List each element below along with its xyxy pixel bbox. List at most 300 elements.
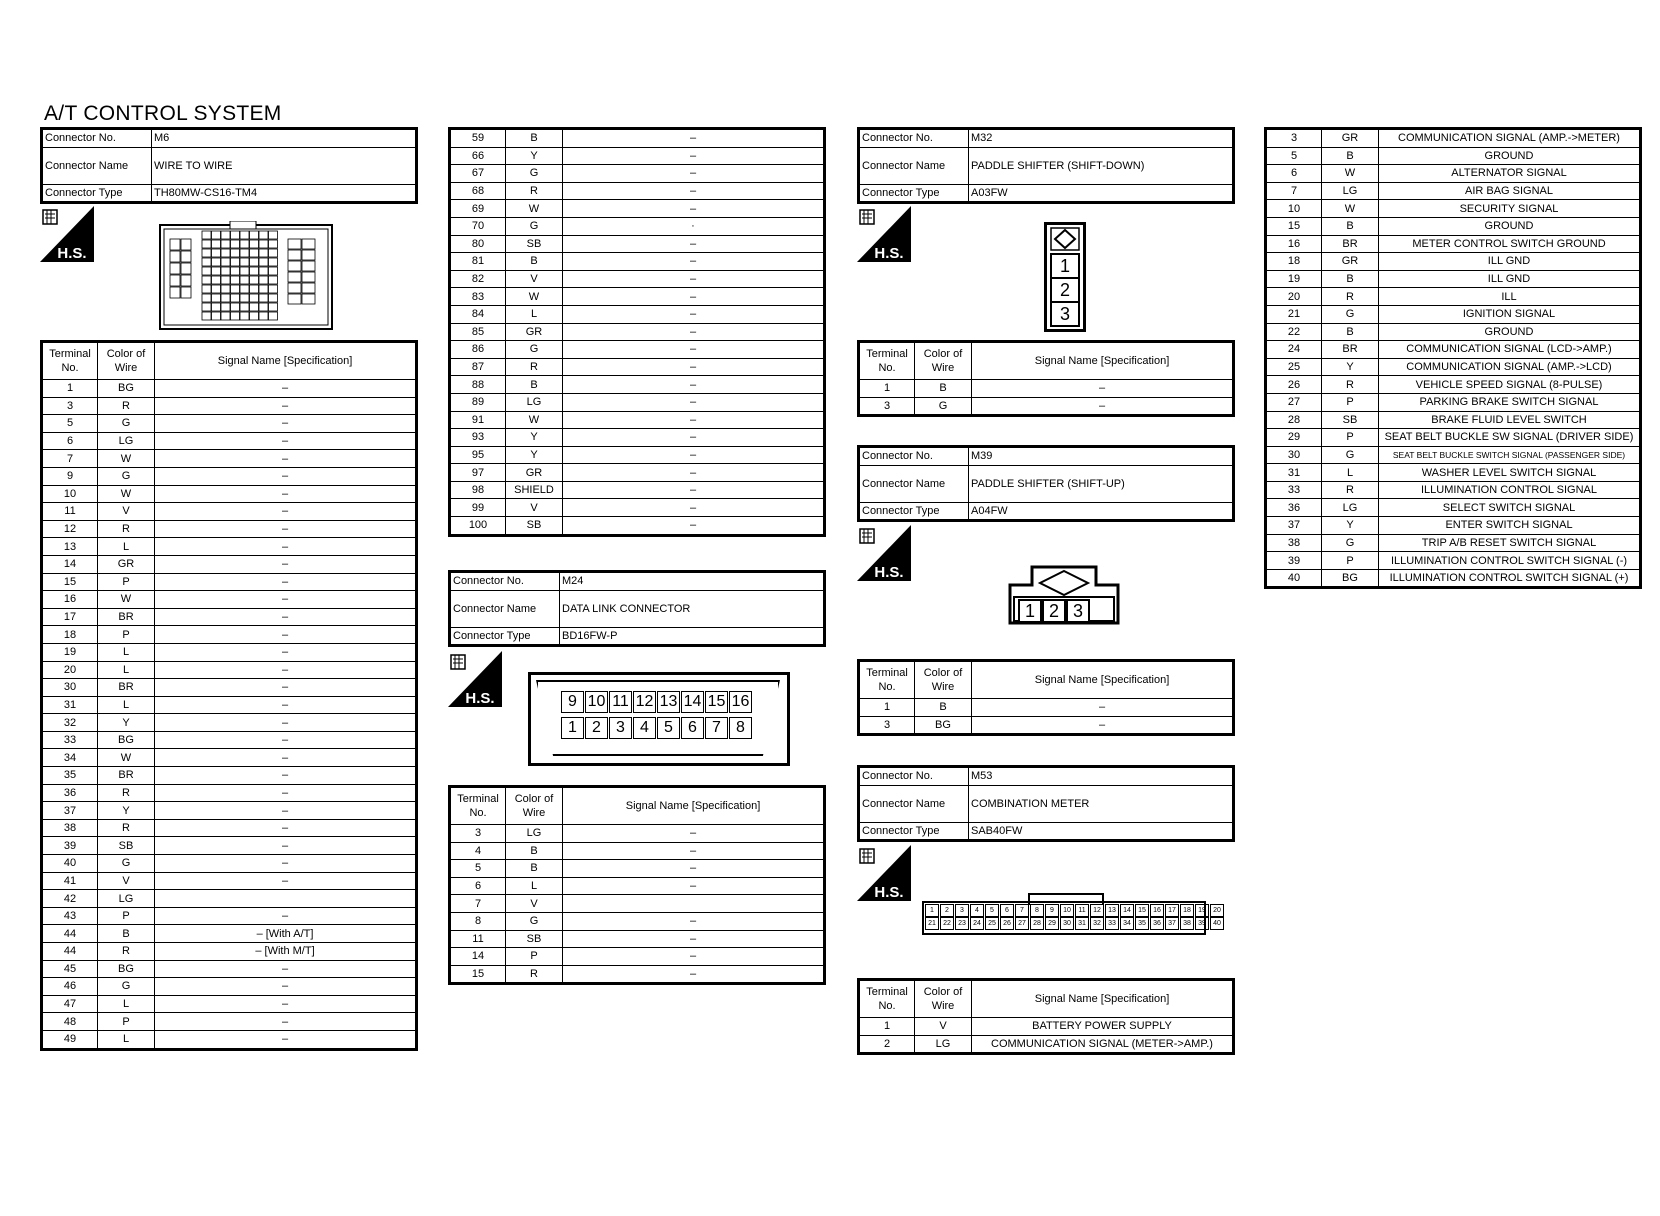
m24-terminal-table bbox=[448, 785, 826, 985]
terminal-no-header: Terminal No. bbox=[859, 661, 915, 699]
signal-name-cell: BRAKE FLUID LEVEL SWITCH bbox=[1379, 411, 1641, 429]
connector-pin-cell bbox=[202, 294, 211, 302]
wire-color-cell: R bbox=[98, 784, 155, 802]
table-row bbox=[450, 895, 825, 913]
signal-name-cell bbox=[155, 890, 417, 908]
table-row bbox=[1266, 358, 1641, 376]
signal-name-cell: ILLUMINATION CONTROL SWITCH SIGNAL (-) bbox=[1379, 552, 1641, 570]
table-row bbox=[42, 943, 417, 961]
table-row bbox=[42, 960, 417, 978]
terminal-no-cell: 15 bbox=[42, 573, 98, 591]
signal-name-cell: SEAT BELT BUCKLE SWITCH SIGNAL (PASSENGER SIDE) bbox=[1379, 446, 1641, 464]
table-row bbox=[859, 1035, 1234, 1054]
m39-connector-type: A04FW bbox=[969, 502, 1234, 521]
signal-name-cell: – bbox=[155, 714, 417, 732]
terminal-no-cell: 8 bbox=[450, 912, 506, 930]
connector-type-label: Connector Type bbox=[859, 502, 969, 521]
terminal-no-cell: 85 bbox=[450, 323, 506, 341]
wire-color-cell: G bbox=[1322, 534, 1379, 552]
terminal-no-cell: 66 bbox=[450, 147, 506, 165]
wire-color-cell: V bbox=[506, 895, 563, 913]
connector-pin: 2 bbox=[940, 904, 954, 917]
signal-name-cell: – bbox=[155, 432, 417, 450]
terminal-no-cell: 24 bbox=[1266, 341, 1322, 359]
terminal-no-cell: 82 bbox=[450, 270, 506, 288]
table-row bbox=[1266, 253, 1641, 271]
connector-pin: 28 bbox=[1030, 917, 1044, 930]
signal-name-cell bbox=[563, 895, 825, 913]
connector-pin-cell bbox=[212, 267, 221, 275]
connector-pin: 36 bbox=[1150, 917, 1164, 930]
signal-name-header: Signal Name [Specification] bbox=[972, 980, 1234, 1018]
terminal-no-cell: 20 bbox=[42, 661, 98, 679]
wire-color-cell: R bbox=[506, 965, 563, 984]
table-row bbox=[42, 485, 417, 503]
signal-name-cell: – bbox=[563, 842, 825, 860]
wire-color-cell: W bbox=[98, 749, 155, 767]
m32-connector-diagram bbox=[1044, 222, 1086, 332]
terminal-no-cell: 39 bbox=[42, 837, 98, 855]
terminal-no-cell: 27 bbox=[1266, 393, 1322, 411]
wire-color-cell: SB bbox=[1322, 411, 1379, 429]
signal-name-cell: – bbox=[972, 380, 1234, 398]
connector-pin-cell bbox=[288, 250, 301, 260]
connector-pin-cell bbox=[181, 239, 191, 250]
terminal-no-cell: 6 bbox=[42, 432, 98, 450]
signal-name-cell: – bbox=[155, 978, 417, 996]
wire-color-cell: P bbox=[1322, 552, 1379, 570]
table-row bbox=[42, 467, 417, 485]
signal-name-cell: – bbox=[155, 467, 417, 485]
connector-pin-cell bbox=[202, 249, 211, 257]
m24-pin-row-top bbox=[561, 691, 753, 713]
terminal-no-cell: 3 bbox=[1266, 129, 1322, 148]
m32-connector-name: PADDLE SHIFTER (SHIFT-DOWN) bbox=[969, 147, 1234, 184]
terminal-no-cell: 3 bbox=[859, 397, 915, 416]
signal-name-cell: – bbox=[563, 860, 825, 878]
table-row bbox=[450, 147, 825, 165]
connector-pin-cell bbox=[250, 240, 259, 248]
connector-pin-cell bbox=[202, 267, 211, 275]
signal-name-cell: – bbox=[563, 948, 825, 966]
signal-name-cell: AIR BAG SIGNAL bbox=[1379, 182, 1641, 200]
wire-color-cell: P bbox=[98, 573, 155, 591]
signal-name-cell: – bbox=[155, 995, 417, 1013]
wire-color-cell: Y bbox=[1322, 358, 1379, 376]
wire-color-cell: B bbox=[506, 842, 563, 860]
signal-name-cell: – bbox=[155, 643, 417, 661]
signal-name-cell: – bbox=[155, 784, 417, 802]
table-row bbox=[42, 802, 417, 820]
m6-connector-type: TH80MW-CS16-TM4 bbox=[152, 184, 417, 203]
connector-pin-cell bbox=[231, 249, 240, 257]
wire-color-cell: V bbox=[915, 1018, 972, 1036]
table-row bbox=[42, 731, 417, 749]
signal-name-cell: ILL GND bbox=[1379, 270, 1641, 288]
wire-color-cell: LG bbox=[1322, 182, 1379, 200]
signal-name-cell: – bbox=[155, 555, 417, 573]
signal-name-cell: – bbox=[155, 608, 417, 626]
wire-color-cell: LG bbox=[1322, 499, 1379, 517]
wire-color-cell: L bbox=[98, 538, 155, 556]
terminal-no-cell: 97 bbox=[450, 464, 506, 482]
table-row bbox=[1266, 464, 1641, 482]
table-row bbox=[450, 165, 825, 183]
connector-pin: 6 bbox=[1000, 904, 1014, 917]
table-row bbox=[42, 538, 417, 556]
terminal-no-cell: 49 bbox=[42, 1030, 98, 1049]
wire-color-cell: LG bbox=[98, 432, 155, 450]
signal-name-cell: – bbox=[972, 699, 1234, 717]
table-row bbox=[450, 877, 825, 895]
signal-name-cell: PARKING BRAKE SWITCH SIGNAL bbox=[1379, 393, 1641, 411]
wire-color-cell: B bbox=[1322, 270, 1379, 288]
table-row bbox=[859, 1018, 1234, 1036]
signal-name-cell: – bbox=[155, 661, 417, 679]
terminal-no-cell: 38 bbox=[1266, 534, 1322, 552]
connector-pin-cell bbox=[221, 240, 230, 248]
wire-color-cell: P bbox=[98, 626, 155, 644]
table-row bbox=[42, 415, 417, 433]
table-row bbox=[450, 411, 825, 429]
connector-pin-cell bbox=[202, 303, 211, 311]
terminal-no-cell: 39 bbox=[1266, 552, 1322, 570]
wire-color-cell: P bbox=[506, 948, 563, 966]
table-row bbox=[450, 323, 825, 341]
connector-pin-cell bbox=[288, 272, 301, 282]
table-row bbox=[1266, 165, 1641, 183]
connector-pin-cell bbox=[202, 276, 211, 284]
m32-pin: 1 bbox=[1050, 253, 1080, 279]
terminal-no-cell: 83 bbox=[450, 288, 506, 306]
connector-pin: 11 bbox=[1075, 904, 1089, 917]
connector-pin-cell bbox=[221, 312, 230, 320]
table-row bbox=[42, 643, 417, 661]
connector-pin-cell bbox=[269, 303, 278, 311]
connector-pin-cell bbox=[259, 276, 268, 284]
connector-pin: 16 bbox=[729, 691, 752, 713]
terminal-no-header: Terminal No. bbox=[859, 980, 915, 1018]
terminal-no-cell: 100 bbox=[450, 517, 506, 536]
terminal-no-cell: 10 bbox=[42, 485, 98, 503]
signal-name-cell: – [With M/T] bbox=[155, 943, 417, 961]
m32-connector-type: A03FW bbox=[969, 184, 1234, 203]
connector-pin-cell bbox=[269, 276, 278, 284]
connector-pin-cell bbox=[250, 249, 259, 257]
connector-pin: 7 bbox=[705, 717, 728, 739]
terminal-no-cell: 18 bbox=[42, 626, 98, 644]
table-row bbox=[859, 699, 1234, 717]
terminal-no-cell: 22 bbox=[1266, 323, 1322, 341]
signal-name-cell: – bbox=[155, 450, 417, 468]
connector-pin-cell bbox=[250, 231, 259, 239]
table-row bbox=[450, 376, 825, 394]
connector-no-label: Connector No. bbox=[42, 129, 152, 148]
wire-color-cell: G bbox=[506, 341, 563, 359]
connector-pin: 17 bbox=[1165, 904, 1179, 917]
wire-color-cell: B bbox=[915, 380, 972, 398]
wire-color-cell: L bbox=[98, 661, 155, 679]
connector-pin-cell bbox=[231, 231, 240, 239]
wire-color-cell: G bbox=[98, 855, 155, 873]
wire-color-cell: L bbox=[98, 696, 155, 714]
connector-pin: 37 bbox=[1165, 917, 1179, 930]
connector-pin-cell bbox=[288, 261, 301, 271]
m39-connector-name: PADDLE SHIFTER (SHIFT-UP) bbox=[969, 465, 1234, 502]
table-row bbox=[450, 393, 825, 411]
connector-pin-cell bbox=[212, 249, 221, 257]
table-row bbox=[450, 517, 825, 536]
signal-name-cell: GROUND bbox=[1379, 217, 1641, 235]
table-row bbox=[42, 925, 417, 943]
table-row bbox=[450, 200, 825, 218]
wire-color-cell: R bbox=[98, 943, 155, 961]
connector-pin-cell bbox=[240, 267, 249, 275]
wire-color-cell: P bbox=[98, 907, 155, 925]
connector-pin-cell bbox=[212, 231, 221, 239]
connector-pin-cell bbox=[212, 312, 221, 320]
wire-color-cell: BG bbox=[98, 731, 155, 749]
connector-pin-cell bbox=[302, 272, 315, 282]
connector-pin-cell bbox=[269, 231, 278, 239]
connector-pin-cell bbox=[259, 231, 268, 239]
wire-color-cell: LG bbox=[506, 393, 563, 411]
table-row bbox=[1266, 552, 1641, 570]
signal-name-cell: – bbox=[563, 877, 825, 895]
wire-color-cell: P bbox=[98, 1013, 155, 1031]
signal-name-cell: – bbox=[563, 429, 825, 447]
connector-name-label: Connector Name bbox=[859, 785, 969, 822]
wire-color-cell: GR bbox=[98, 555, 155, 573]
terminal-no-cell: 42 bbox=[42, 890, 98, 908]
connector-pin-cell bbox=[240, 303, 249, 311]
m39-section bbox=[857, 445, 1235, 522]
connector-pin: 16 bbox=[1150, 904, 1164, 917]
connector-pin: 27 bbox=[1015, 917, 1029, 930]
connector-pin-cell bbox=[250, 303, 259, 311]
wire-color-cell: G bbox=[98, 467, 155, 485]
connector-pin: 6 bbox=[681, 717, 704, 739]
table-row bbox=[450, 217, 825, 235]
connector-name-label: Connector Name bbox=[859, 147, 969, 184]
signal-name-cell: ILL bbox=[1379, 288, 1641, 306]
connector-pin-cell bbox=[240, 258, 249, 266]
signal-name-cell: – bbox=[563, 253, 825, 271]
terminal-no-cell: 25 bbox=[1266, 358, 1322, 376]
table-row bbox=[450, 253, 825, 271]
connector-pin: 1 bbox=[925, 904, 939, 917]
terminal-no-cell: 16 bbox=[1266, 235, 1322, 253]
table-row bbox=[42, 450, 417, 468]
hs-label: H.S. bbox=[465, 690, 495, 707]
connector-pin-cell bbox=[250, 267, 259, 275]
wire-color-cell: W bbox=[98, 591, 155, 609]
connector-pin-cell bbox=[240, 240, 249, 248]
m32-pin: 2 bbox=[1050, 277, 1080, 303]
wire-color-cell: G bbox=[98, 415, 155, 433]
signal-name-header: Signal Name [Specification] bbox=[155, 342, 417, 380]
terminal-no-cell: 30 bbox=[1266, 446, 1322, 464]
terminal-no-header: Terminal No. bbox=[42, 342, 98, 380]
table-row bbox=[450, 965, 825, 984]
connector-pin: 32 bbox=[1090, 917, 1104, 930]
signal-name-cell: COMMUNICATION SIGNAL (LCD->AMP.) bbox=[1379, 341, 1641, 359]
table-row bbox=[1266, 481, 1641, 499]
m32-terminal-section bbox=[857, 340, 1235, 417]
connector-pin-cell bbox=[212, 240, 221, 248]
signal-name-cell: ILLUMINATION CONTROL SIGNAL bbox=[1379, 481, 1641, 499]
hs-icon bbox=[448, 651, 502, 707]
connector-pin-cell bbox=[202, 312, 211, 320]
signal-name-cell: – bbox=[563, 305, 825, 323]
connector-pin: 25 bbox=[985, 917, 999, 930]
wire-color-cell: W bbox=[1322, 165, 1379, 183]
connector-type-label: Connector Type bbox=[42, 184, 152, 203]
signal-name-cell: – bbox=[155, 802, 417, 820]
connector-pin-cell bbox=[212, 276, 221, 284]
connector-pin: 21 bbox=[925, 917, 939, 930]
m24-info-table bbox=[448, 570, 826, 647]
m39-terminal-section bbox=[857, 659, 1235, 736]
connector-pin-cell bbox=[259, 267, 268, 275]
terminal-no-header: Terminal No. bbox=[450, 787, 506, 825]
wire-color-cell: G bbox=[1322, 305, 1379, 323]
connector-pin-cell bbox=[269, 249, 278, 257]
m6-cont-section bbox=[448, 127, 826, 537]
wire-color-cell: L bbox=[506, 305, 563, 323]
table-row bbox=[450, 235, 825, 253]
wire-color-cell: BR bbox=[98, 679, 155, 697]
connector-pin-cell bbox=[202, 258, 211, 266]
table-row bbox=[450, 182, 825, 200]
connector-pin-cell bbox=[250, 312, 259, 320]
connector-type-label: Connector Type bbox=[450, 627, 560, 646]
terminal-no-cell: 26 bbox=[1266, 376, 1322, 394]
table-row bbox=[859, 716, 1234, 735]
signal-name-cell: – bbox=[563, 270, 825, 288]
m6-section bbox=[40, 127, 418, 204]
wire-color-cell: LG bbox=[915, 1035, 972, 1054]
m53-info-table bbox=[857, 765, 1235, 842]
signal-name-cell: – bbox=[155, 591, 417, 609]
hs-label: H.S. bbox=[874, 564, 904, 581]
connector-pin-cell bbox=[212, 285, 221, 293]
signal-name-cell: – bbox=[563, 165, 825, 183]
table-row bbox=[1266, 534, 1641, 552]
signal-name-cell: VEHICLE SPEED SIGNAL (8-PULSE) bbox=[1379, 376, 1641, 394]
connector-pin-cell bbox=[231, 285, 240, 293]
wire-color-cell: BG bbox=[1322, 569, 1379, 588]
color-of-wire-header: Color of Wire bbox=[506, 787, 563, 825]
connector-pin: 8 bbox=[729, 717, 752, 739]
terminal-no-cell: 95 bbox=[450, 446, 506, 464]
signal-name-cell: – bbox=[563, 499, 825, 517]
signal-name-cell: – bbox=[563, 965, 825, 984]
connector-pin-cell bbox=[170, 239, 180, 250]
connector-no-label: Connector No. bbox=[859, 129, 969, 148]
wire-color-cell: BG bbox=[915, 716, 972, 735]
connector-type-label: Connector Type bbox=[859, 822, 969, 841]
connector-pin: 12 bbox=[1090, 904, 1104, 917]
m53-connector-no: M53 bbox=[969, 767, 1234, 786]
connector-pin-cell bbox=[212, 303, 221, 311]
signal-name-cell: – bbox=[155, 696, 417, 714]
wire-color-cell: B bbox=[506, 253, 563, 271]
hs-label: H.S. bbox=[57, 245, 87, 262]
connector-pin: 30 bbox=[1060, 917, 1074, 930]
connector-pin-cell bbox=[181, 275, 191, 286]
terminal-no-cell: 40 bbox=[1266, 569, 1322, 588]
connector-pin: 39 bbox=[1195, 917, 1209, 930]
table-row bbox=[1266, 305, 1641, 323]
wire-color-cell: B bbox=[98, 925, 155, 943]
connector-pin-cell bbox=[269, 267, 278, 275]
m53-terminal-table-cont bbox=[1264, 127, 1642, 589]
connector-pin: 4 bbox=[970, 904, 984, 917]
signal-name-cell: – bbox=[155, 679, 417, 697]
m24-pin-row-bottom bbox=[561, 717, 753, 739]
table-row bbox=[1266, 323, 1641, 341]
wire-color-cell: W bbox=[506, 200, 563, 218]
table-row bbox=[450, 464, 825, 482]
wire-color-cell: L bbox=[1322, 464, 1379, 482]
wire-color-cell: R bbox=[506, 358, 563, 376]
connector-pin-cell bbox=[202, 231, 211, 239]
terminal-no-cell: 2 bbox=[859, 1035, 915, 1054]
connector-pin: 34 bbox=[1120, 917, 1134, 930]
terminal-no-cell: 47 bbox=[42, 995, 98, 1013]
connector-pin: 24 bbox=[970, 917, 984, 930]
signal-name-cell: – bbox=[563, 235, 825, 253]
signal-name-cell: GROUND bbox=[1379, 147, 1641, 165]
terminal-no-cell: 13 bbox=[42, 538, 98, 556]
terminal-no-cell: 93 bbox=[450, 429, 506, 447]
terminal-no-cell: 11 bbox=[42, 503, 98, 521]
wire-color-cell: SB bbox=[98, 837, 155, 855]
terminal-no-cell: 14 bbox=[42, 555, 98, 573]
m24-terminal-section bbox=[448, 785, 826, 985]
terminal-no-cell: 15 bbox=[1266, 217, 1322, 235]
table-row bbox=[1266, 411, 1641, 429]
terminal-no-cell: 1 bbox=[859, 380, 915, 398]
connector-name-label: Connector Name bbox=[42, 147, 152, 184]
m6-terminal-section bbox=[40, 340, 418, 1051]
connector-pin-cell bbox=[269, 285, 278, 293]
connector-no-label: Connector No. bbox=[859, 447, 969, 466]
terminal-no-cell: 45 bbox=[42, 960, 98, 978]
wire-color-cell: BG bbox=[98, 960, 155, 978]
terminal-no-cell: 37 bbox=[42, 802, 98, 820]
hs-icon bbox=[857, 845, 911, 901]
table-row bbox=[450, 129, 825, 148]
wire-color-cell: L bbox=[98, 1030, 155, 1049]
table-row bbox=[42, 432, 417, 450]
hs-label: H.S. bbox=[874, 245, 904, 262]
table-row bbox=[42, 784, 417, 802]
signal-name-cell: ALTERNATOR SIGNAL bbox=[1379, 165, 1641, 183]
signal-name-cell: – bbox=[155, 1030, 417, 1049]
m32-connector-no: M32 bbox=[969, 129, 1234, 148]
terminal-no-cell: 5 bbox=[450, 860, 506, 878]
wire-color-cell: B bbox=[915, 699, 972, 717]
signal-name-cell: – bbox=[155, 573, 417, 591]
table-row bbox=[450, 948, 825, 966]
signal-name-cell: – bbox=[155, 837, 417, 855]
table-row bbox=[42, 380, 417, 398]
signal-name-cell: – bbox=[155, 626, 417, 644]
connector-pin-cell bbox=[302, 294, 315, 304]
terminal-no-cell: 31 bbox=[1266, 464, 1322, 482]
